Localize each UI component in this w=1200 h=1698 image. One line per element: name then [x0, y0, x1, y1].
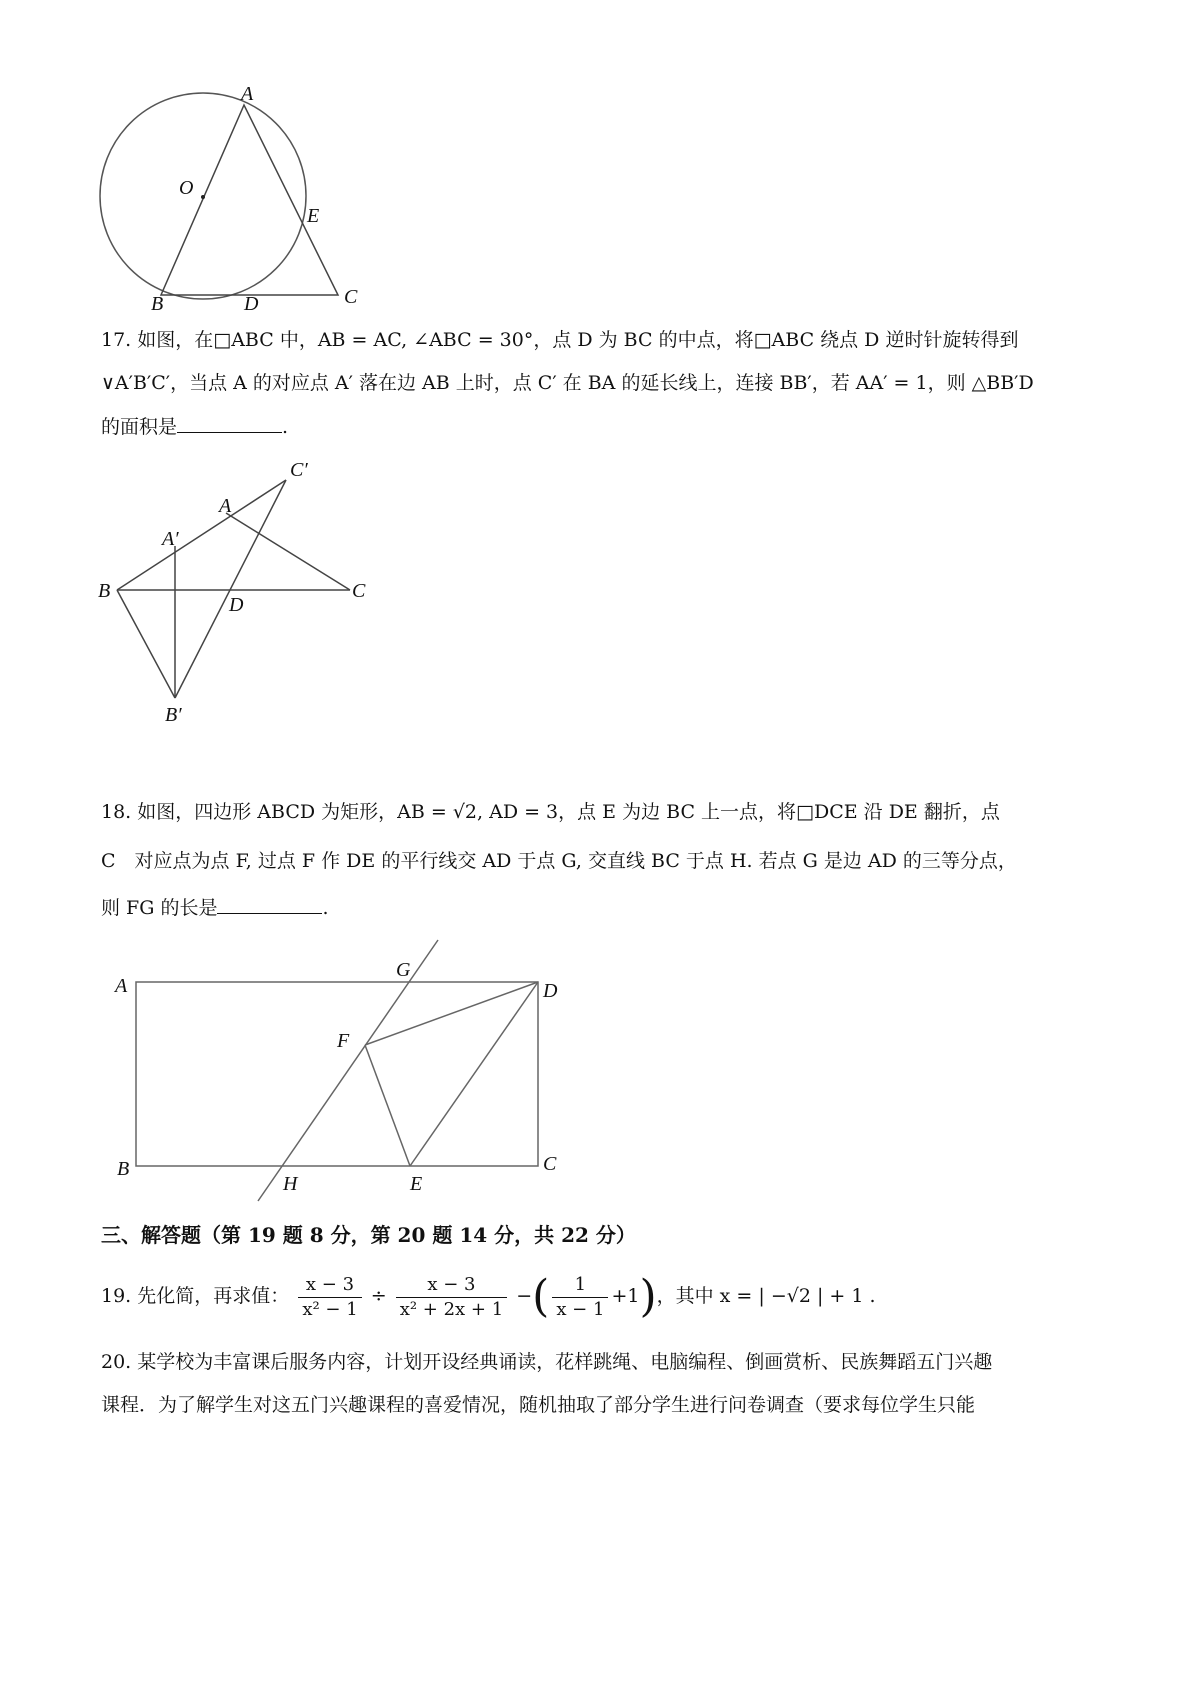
plus-one: +1 [611, 1285, 640, 1307]
q19-prefix: 19. 先化简，再求值： [101, 1285, 290, 1307]
label-f: F [337, 1030, 350, 1052]
label-d: D [229, 594, 244, 616]
q20-line1: 20. 某学校为丰富课后服务内容，计划开设经典诵读，花样跳绳、电脑编程、倒画赏析、民族舞蹈五门兴趣 [101, 1351, 993, 1373]
label-a: A [219, 495, 232, 517]
fraction-2 [396, 1273, 507, 1322]
q19-suffix: ，其中 x = | −√2 | + 1 . [656, 1285, 876, 1307]
label-b: B [117, 1158, 130, 1180]
q17-end: . [282, 416, 289, 438]
label-c: C [543, 1153, 557, 1175]
label-b: B [98, 580, 111, 602]
fraction-1 [298, 1273, 361, 1322]
label-b-prime: B′ [165, 704, 182, 726]
denominator: x² − 1 [302, 1298, 358, 1320]
denominator: x² + 2x + 1 [399, 1298, 504, 1320]
label-c-prime: C′ [290, 459, 308, 481]
q18-line2: C 对应点为点 F, 过点 F 作 DE 的平行线交 AD 于点 G, 交直线 BC 于点 H. 若点 G 是边 AD 的三等分点， [101, 850, 1017, 872]
label-e: E [410, 1173, 423, 1195]
q18-text: 则 FG 的长是 [101, 897, 218, 919]
right-paren: ) [639, 1271, 657, 1322]
label-o: O [179, 177, 194, 199]
q17-text: 的面积是 [101, 416, 178, 438]
label-a: A [241, 83, 254, 105]
numerator: x − 3 [298, 1273, 361, 1298]
q20-line2: 课程．为了解学生对这五门兴趣课程的喜爱情况，随机抽取了部分学生进行问卷调查（要求每位学生只能 [101, 1394, 976, 1416]
left-paren: ( [532, 1271, 550, 1322]
label-c: C [344, 286, 358, 308]
fraction-3 [552, 1273, 608, 1322]
minus-sign: − [516, 1285, 533, 1307]
label-g: G [396, 959, 411, 981]
label-h: H [283, 1173, 298, 1195]
section-heading: 三、解答题（第 19 题 8 分，第 20 题 14 分，共 22 分） [101, 1223, 636, 1247]
numerator: x − 3 [396, 1273, 507, 1298]
q19 [101, 1268, 876, 1324]
numerator: 1 [552, 1273, 608, 1298]
label-e: E [307, 205, 320, 227]
label-c: C [352, 580, 366, 602]
q17-line1: 17. 如图，在□ABC 中，AB = AC, ∠ABC = 30°，点 D 为 BC 的中点，将□ABC 绕点 D 逆时针旋转得到 [101, 329, 1019, 351]
q17-line2: ∨A′B′C′，当点 A 的对应点 A′ 落在边 AB 上时，点 C′ 在 BA 的延长线上，连接 BB′，若 AA′ = 1，则 △BB′D [101, 372, 1034, 394]
label-b: B [151, 293, 164, 315]
label-a: A [115, 975, 128, 997]
q18-end: . [322, 897, 329, 919]
label-d: D [543, 980, 558, 1002]
denominator: x − 1 [556, 1298, 605, 1320]
label-d: D [244, 293, 259, 315]
label-a-prime: A′ [162, 528, 179, 550]
divide-sign: ÷ [370, 1285, 387, 1307]
q18-line1: 18. 如图，四边形 ABCD 为矩形，AB = √2, AD = 3，点 E 为边 BC 上一点，将□DCE 沿 DE 翻折，点 [101, 801, 1000, 823]
